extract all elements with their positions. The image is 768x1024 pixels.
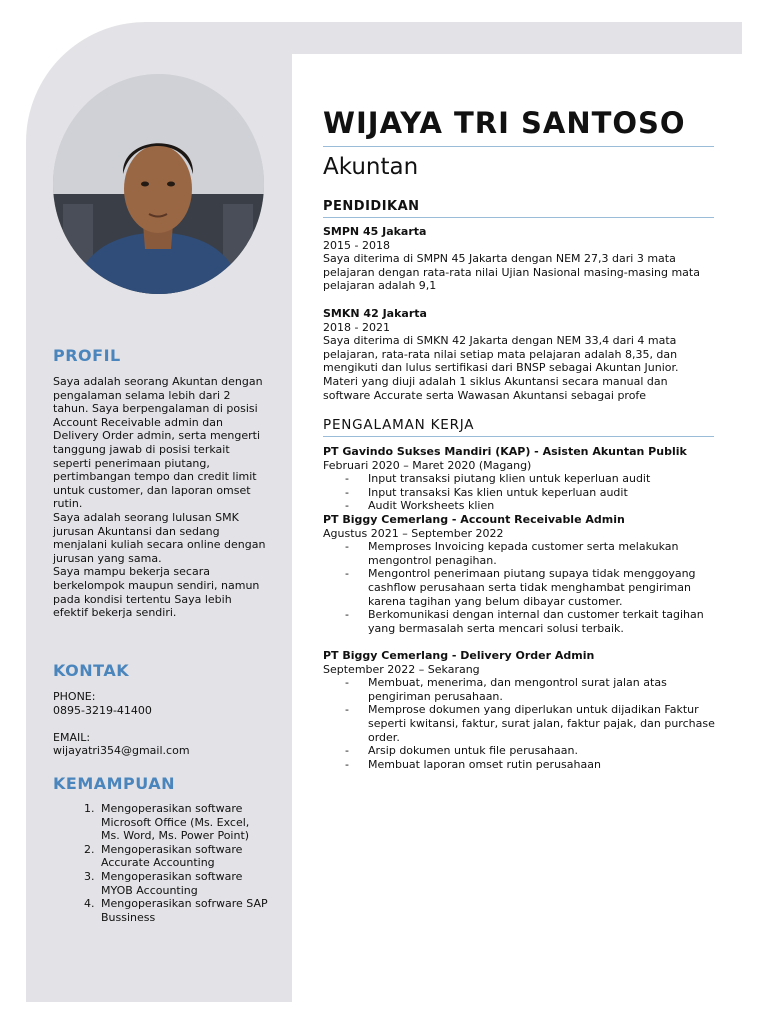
phone-value: 0895-3219-41400 — [53, 703, 152, 717]
task-item: - Audit Worksheets klien — [323, 499, 716, 513]
task-list — [323, 540, 716, 635]
person-name: WIJAYA TRI SANTOSO — [323, 106, 686, 140]
experience-entry — [323, 513, 716, 635]
experience-entry — [323, 649, 716, 771]
email-label: EMAIL: — [53, 730, 91, 744]
skill-item: 1. Mengoperasikan software Microsoft Office (Ms. Excel, Ms. Word, Ms. Power Point) — [98, 802, 268, 843]
task-list — [323, 472, 716, 513]
skills-heading: KEMAMPUAN — [53, 774, 176, 793]
skill-item: 3. Mengoperasikan software MYOB Accounting — [98, 870, 268, 897]
job-entry-title: PT Biggy Cemerlang - Account Receivable Admin — [323, 513, 625, 526]
task-item: - Input transaksi piutang klien untuk keperluan audit — [323, 472, 716, 486]
phone-label: PHONE: — [53, 690, 96, 703]
task-item: - Arsip dokumen untuk file perusahaan. — [323, 744, 716, 758]
experience-divider — [323, 436, 714, 437]
profile-paragraph: Saya mampu bekerja secara berkelompok maupun sendiri, namun pada kondisi tertentu Saya lebih efektif bekerja sendiri. — [53, 565, 260, 620]
school-description: Saya diterima di SMKN 42 Jakarta dengan NEM 33,4 dari 4 mata pelajaran, rata-rata nilai setiap mata pelajaran adalah 8,35, dan mengikuti dan lulus sertifikasi dari BNSP sebagai Akuntan Junior. Materi yang diuji adalah 1 siklus Akuntansi secara manual dan software Accurate serta Wawasan Akuntansi sebagai profe — [323, 334, 679, 402]
email-value: wijayatri354@gmail.com — [53, 744, 190, 758]
task-item: - Mengontrol penerimaan piutang supaya tidak menggoyang cashflow perusahaan serta tidak menghambat pengiriman karena tagihan yang belum dibayar customer. — [323, 567, 716, 608]
header-band — [230, 22, 742, 54]
education-divider — [323, 217, 714, 218]
skills-block — [53, 802, 268, 924]
skill-item: 2. Mengoperasikan software Accurate Accounting — [98, 843, 268, 870]
job-title: Akuntan — [323, 154, 419, 180]
education-entry — [323, 225, 716, 293]
job-entry-period: Agustus 2021 – September 2022 — [323, 526, 504, 540]
profile-paragraph: Saya adalah seorang lulusan SMK jurusan Akuntansi dan sedang menjalani kuliah secara online dengan jurusan yang sama. — [53, 510, 266, 565]
school-name: SMKN 42 Jakarta — [323, 307, 427, 320]
school-description: Saya diterima di SMPN 45 Jakarta dengan NEM 27,3 dari 3 mata pelajaran dengan rata-rata nilai Ujian Nasional masing-masing mata pelajaran adalah 9,1 — [323, 252, 700, 293]
job-entry-period: Februari 2020 – Maret 2020 (Magang) — [323, 458, 532, 472]
contact-block — [53, 690, 268, 758]
job-entry-title: PT Gavindo Sukses Mandiri (KAP) - Asisten Akuntan Publik — [323, 445, 687, 458]
task-list — [323, 676, 716, 771]
task-item: - Memprose dokumen yang diperlukan untuk dijadikan Faktur seperti kwitansi, faktur, surat jalan, faktur pajak, dan purchase order. — [323, 703, 716, 744]
skill-item: 4. Mengoperasikan sofrware SAP Bussiness — [98, 897, 268, 924]
school-name: SMPN 45 Jakarta — [323, 225, 427, 238]
profile-text — [53, 375, 268, 620]
profile-photo — [53, 74, 264, 294]
school-years: 2015 - 2018 — [323, 238, 390, 252]
job-entry-title: PT Biggy Cemerlang - Delivery Order Admin — [323, 649, 595, 662]
education-heading: PENDIDIKAN — [323, 199, 420, 214]
profile-paragraph: Saya adalah seorang Akuntan dengan pengalaman selama lebih dari 2 tahun. Saya berpengalaman di posisi Account Receivable admin dan Delivery Order admin, serta mengerti tanggung jawab di posisi terkait seperti penerimaan piutang, pertimbangan tempo dan credit limit untuk customer, dan laporan omset rutin. — [53, 375, 263, 511]
education-entry — [323, 307, 716, 402]
task-item: - Input transaksi Kas klien untuk keperluan audit — [323, 486, 716, 500]
task-item: - Membuat, menerima, dan mengontrol surat jalan atas pengiriman perusahaan. — [323, 676, 716, 703]
name-divider — [323, 146, 714, 147]
experience-entry — [323, 445, 716, 513]
profile-heading: PROFIL — [53, 346, 121, 365]
skills-list — [53, 802, 268, 924]
task-item: - Berkomunikasi dengan internal dan customer terkait tagihan yang bermasalah serta mencari solusi terbaik. — [323, 608, 716, 635]
contact-heading: KONTAK — [53, 661, 130, 680]
task-item: - Membuat laporan omset rutin perusahaan — [323, 758, 716, 772]
task-item: - Memproses Invoicing kepada customer serta melakukan mengontrol penagihan. — [323, 540, 716, 567]
experience-heading: PENGALAMAN KERJA — [323, 417, 475, 433]
school-years: 2018 - 2021 — [323, 320, 390, 334]
header-curve — [292, 54, 352, 114]
job-entry-period: September 2022 – Sekarang — [323, 662, 480, 676]
